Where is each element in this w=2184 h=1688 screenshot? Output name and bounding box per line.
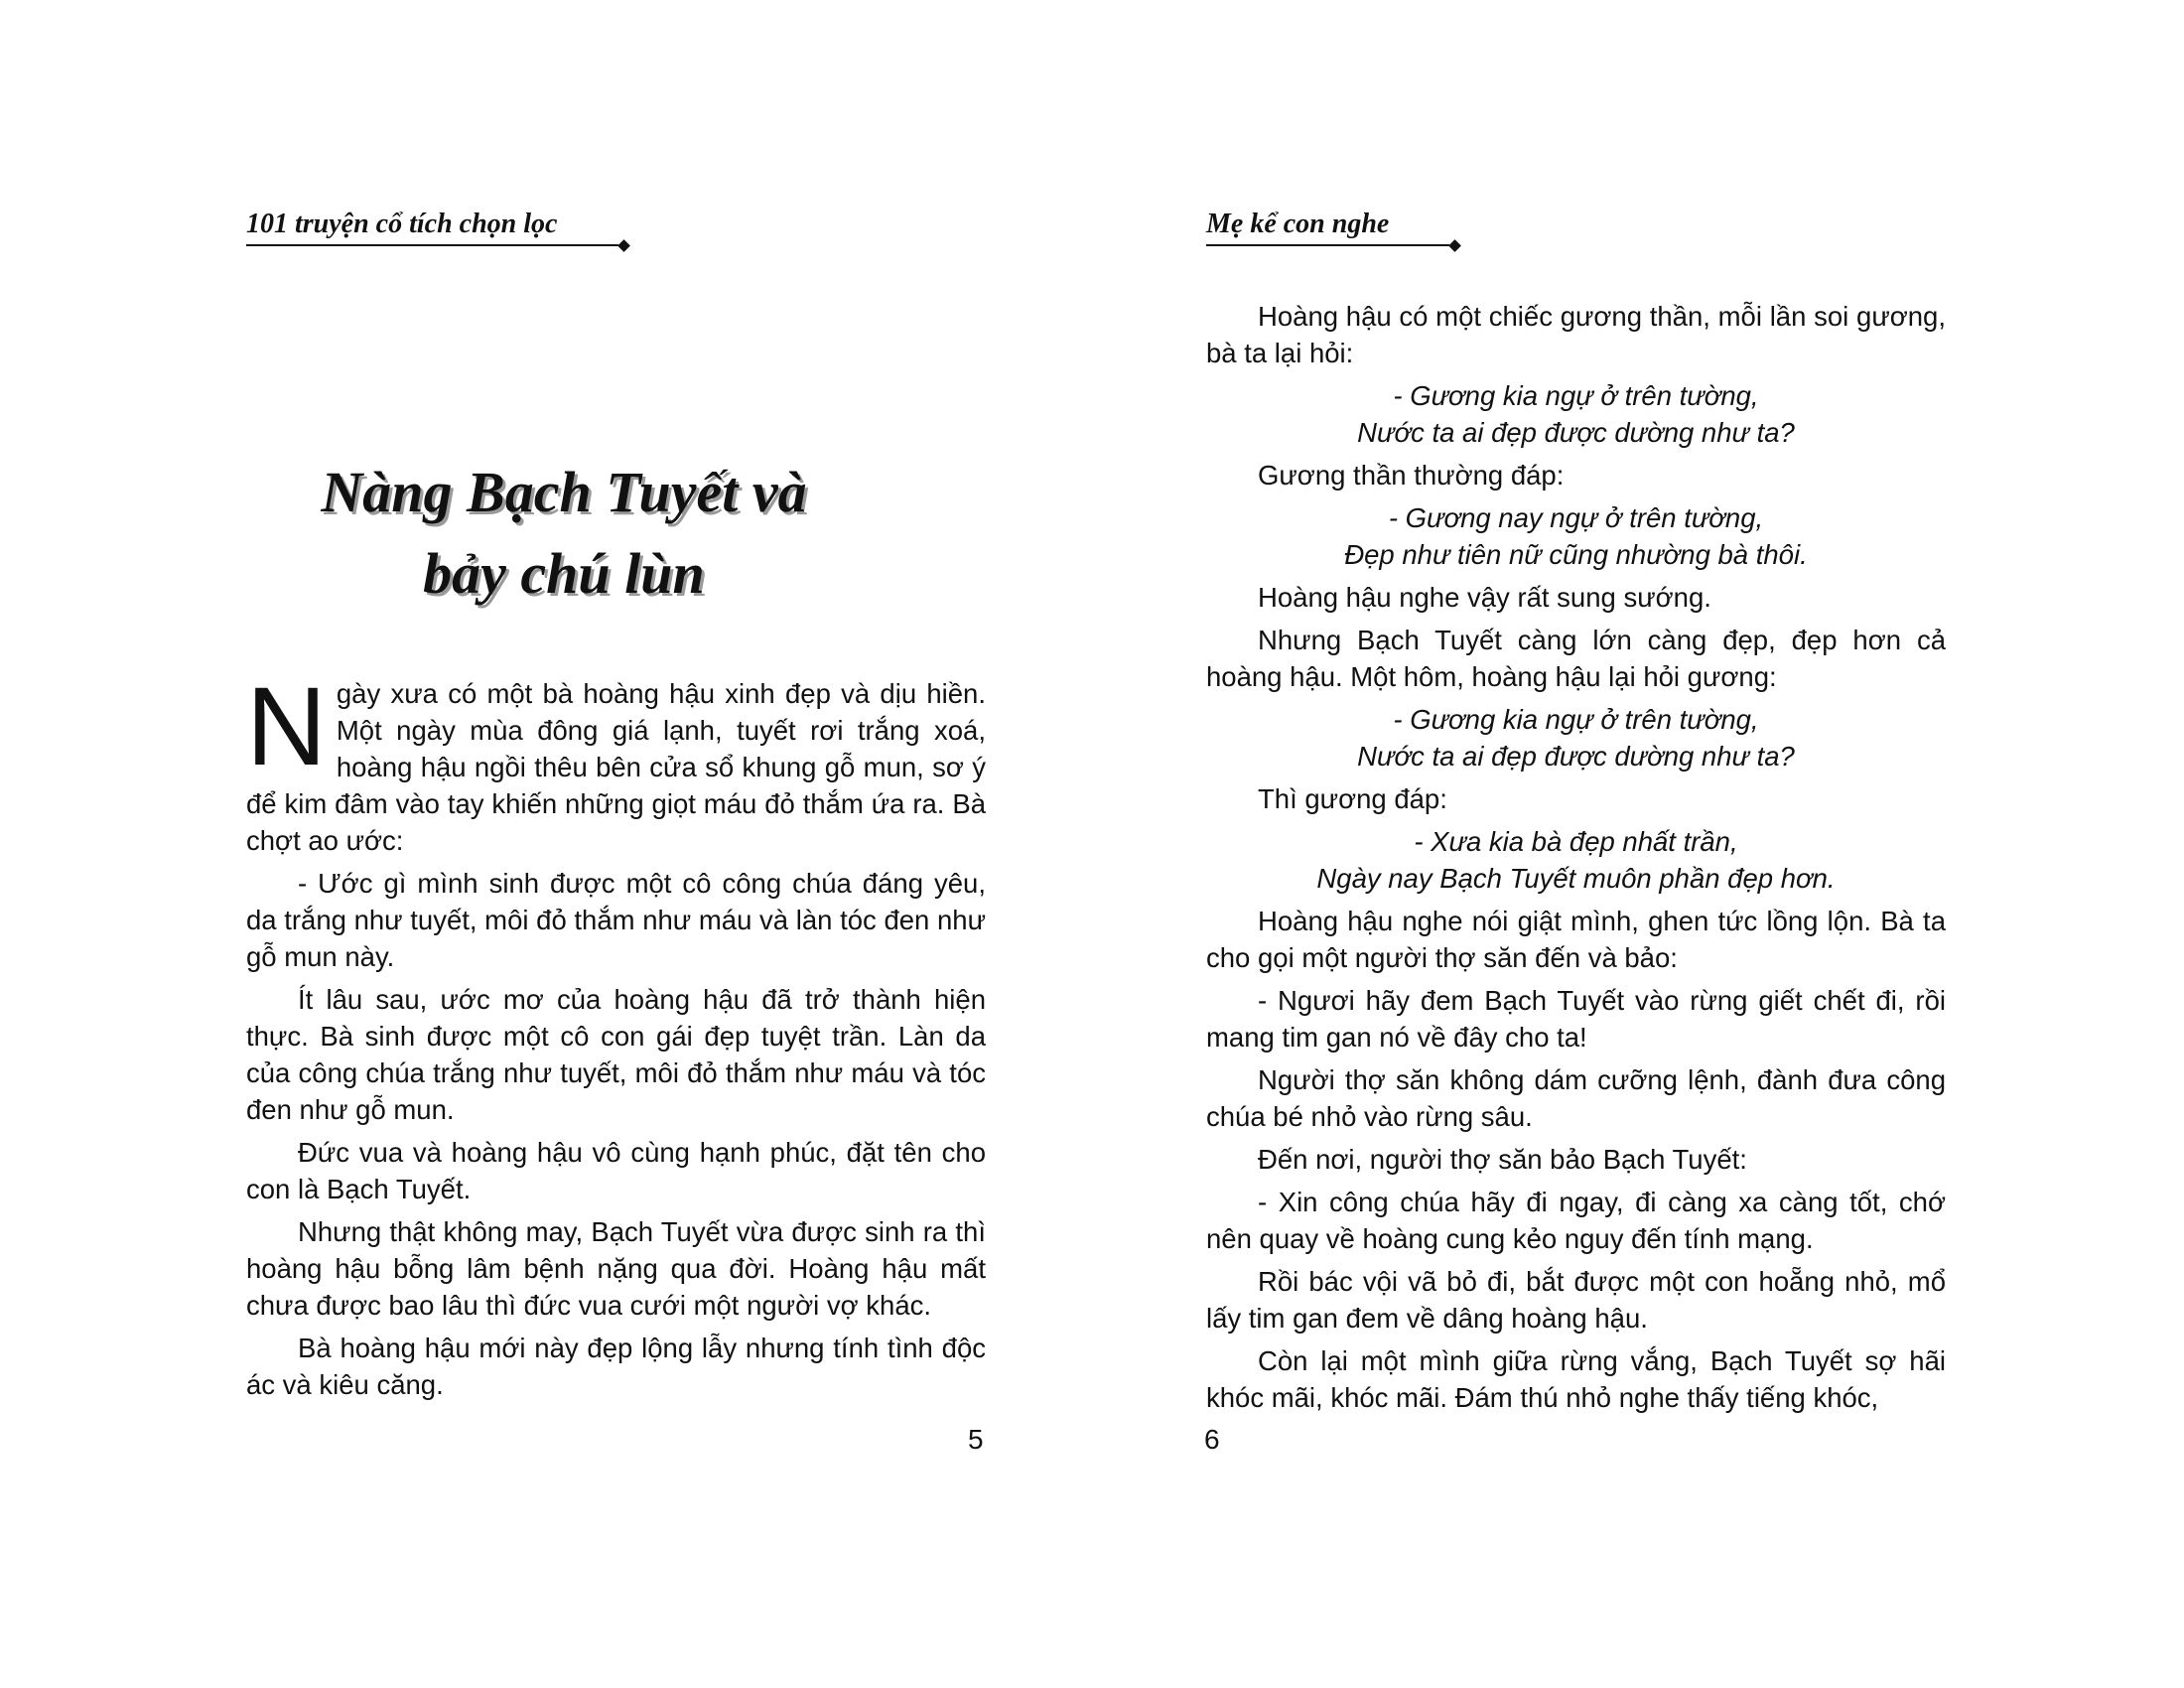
paragraph: Người thợ săn không dám cưỡng lệnh, đành đưa công chúa bé nhỏ vào rừng sâu. [1206,1064,1946,1132]
paragraph: - Ước gì mình sinh được một cô công chúa đáng yêu, da trắng như tuyết, môi đỏ thắm như máu và làn tóc đen như gỗ mun này. [246,868,986,972]
paragraph: Hoàng hậu nghe nói giật mình, ghen tức lồng lộn. Bà ta cho gọi một người thợ săn đến và bảo: [1206,906,1946,973]
header-diamond-ornament [617,239,630,252]
paragraph: Nhưng Bạch Tuyết càng lớn càng đẹp, đẹp hơn cả hoàng hậu. Một hôm, hoàng hậu lại hỏi gương: [1206,625,1946,692]
left-header-text: 101 truyện cổ tích chọn lọc [246,209,558,239]
paragraph: Rồi bác vội vã bỏ đi, bắt được một con hoẵng nhỏ, mổ lấy tim gan đem về dâng hoàng hậu. [1206,1266,1946,1334]
right-page-body [1206,298,1946,1422]
right-page-header [1206,205,1449,246]
verse [1206,823,1946,897]
verse-line: Ngày nay Bạch Tuyết muôn phần đẹp hơn. [1316,863,1836,894]
paragraph: Thì gương đáp: [1258,783,1447,814]
left-page-header [246,205,618,246]
paragraph: - Xin công chúa hãy đi ngay, đi càng xa càng tốt, chớ nên quay về hoàng cung kẻo nguy đến tính mạng. [1206,1187,1946,1254]
verse [1206,377,1946,451]
right-header-text: Mẹ kể con nghe [1206,209,1390,239]
story-title-line-2: bảy chú lùn [423,541,705,606]
left-page-number: 5 [968,1424,984,1455]
left-page-body [246,664,986,1409]
verse-line: Nước ta ai đẹp được dường như ta? [1357,417,1795,448]
paragraph: Bà hoàng hậu mới này đẹp lộng lẫy nhưng tính tình độc ác và kiêu căng. [246,1333,986,1400]
verse-line: - Xưa kia bà đẹp nhất trần, [1414,826,1738,857]
verse-line: Nước ta ai đẹp được dường như ta? [1357,741,1795,772]
paragraph: Hoàng hậu có một chiếc gương thần, mỗi lần soi gương, bà ta lại hỏi: [1206,301,1946,368]
paragraph: Đức vua và hoàng hậu vô cùng hạnh phúc, đặt tên cho con là Bạch Tuyết. [246,1137,986,1204]
paragraph: Gương thần thường đáp: [1258,460,1565,491]
verse [1206,499,1946,573]
paragraph: Ít lâu sau, ước mơ của hoàng hậu đã trở thành hiện thực. Bà sinh được một cô con gái đẹp tuyệt trần. Làn da của công chúa trắng như tuyết, môi đỏ thắm như máu và tóc đen như gỗ mun. [246,984,986,1125]
verse-line: - Gương kia ngự ở trên tường, [1393,380,1759,411]
story-title-line-1: Nàng Bạch Tuyết và [321,460,807,524]
story-title [246,452,882,615]
paragraph-text: gày xưa có một bà hoàng hậu xinh đẹp và dịu hiền. Một ngày mùa đông giá lạnh, tuyết rơi trắng xoá, hoàng hậu ngồi thêu bên cửa sổ khung gỗ mun, sơ ý để kim đâm vào tay khiến những giọt máu đỏ thắm ứa ra. Bà chợt ao ước: [246,678,986,856]
verse-line: - Gương nay ngự ở trên tường, [1388,502,1764,533]
paragraph: Còn lại một mình giữa rừng vắng, Bạch Tuyết sợ hãi khóc mãi, khóc mãi. Đám thú nhỏ nghe thấy tiếng khóc, [1206,1345,1946,1413]
paragraph: Đến nơi, người thợ săn bảo Bạch Tuyết: [1258,1144,1747,1175]
verse-line: - Gương kia ngự ở trên tường, [1393,704,1759,735]
paragraph: Nhưng thật không may, Bạch Tuyết vừa được sinh ra thì hoàng hậu bỗng lâm bệnh nặng qua đời. Hoàng hậu mất chưa được bao lâu thì đức vua cưới một người vợ khác. [246,1216,986,1321]
paragraph: - Ngươi hãy đem Bạch Tuyết vào rừng giết chết đi, rồi mang tim gan nó về đây cho ta! [1206,985,1946,1053]
verse [1206,701,1946,774]
header-diamond-ornament [1448,239,1461,252]
drop-cap: N [246,664,327,788]
verse-line: Đẹp như tiên nữ cũng nhường bà thôi. [1344,539,1808,570]
paragraph [246,664,986,859]
paragraph: Hoàng hậu nghe vậy rất sung sướng. [1258,582,1711,613]
right-page-number: 6 [1204,1424,1220,1455]
